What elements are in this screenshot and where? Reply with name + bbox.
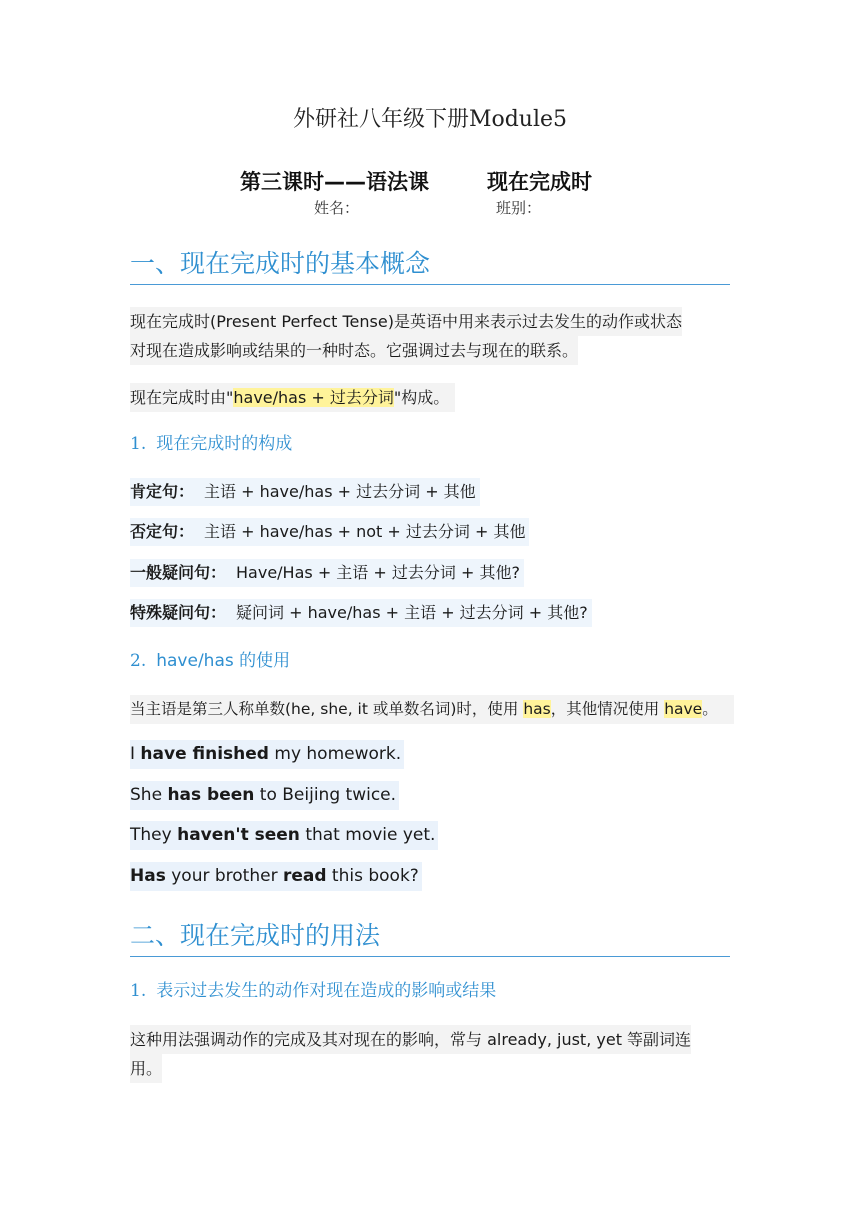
section1-heading: 一、现在完成时的基本概念 <box>130 249 431 278</box>
have-has-rule: 当主语是第三人称单数(he, she, it 或单数名词)时，使用 has，其他情况使用 have。 <box>130 695 734 724</box>
class-field-label: 班别： <box>496 199 542 217</box>
structure-wh-question: 特殊疑问句： 疑问词 + have/has + 主语 + 过去分词 + 其他? <box>130 599 592 627</box>
section2-divider <box>130 956 730 957</box>
section2-heading: 二、现在完成时的用法 <box>130 921 381 950</box>
formation-sentence: 现在完成时由"have/has + 过去分词"构成。 <box>130 383 455 412</box>
document-title: 外研社八年级下册Module5 <box>292 107 568 132</box>
intro-line-2: 对现在造成影响或结果的一种时态。它强调过去与现在的联系。 <box>130 336 578 365</box>
example-sentence-1: I have finished my homework. <box>130 740 404 769</box>
structure-negative: 否定句： 主语 + have/has + not + 过去分词 + 其他 <box>130 518 529 546</box>
section1-divider <box>130 284 730 285</box>
have-highlight: have <box>664 700 703 718</box>
intro-line-1: 现在完成时(Present Perfect Tense)是英语中用来表示过去发生的动作或状态 <box>130 307 682 336</box>
subheading-usage-1: 1. 表示过去发生的动作对现在造成的影响或结果 <box>130 981 497 1001</box>
structure-yes-no-question: 一般疑问句： Have/Has + 主语 + 过去分词 + 其他? <box>130 559 524 587</box>
structure-affirmative: 肯定句： 主语 + have/has + 过去分词 + 其他 <box>130 478 480 506</box>
name-field-label: 姓名： <box>314 199 360 217</box>
subheading-structure: 1. 现在完成时的构成 <box>130 434 293 454</box>
example-sentence-3: They haven't seen that movie yet. <box>130 821 438 850</box>
example-sentence-4: Has your brother read this book? <box>130 862 422 891</box>
section1-intro <box>130 307 685 365</box>
example-sentence-2: She has been to Beijing twice. <box>130 781 399 810</box>
usage-1-paragraph <box>130 1025 694 1083</box>
lesson-heading <box>240 167 592 197</box>
formation-highlight: have/has + 过去分词 <box>233 388 394 407</box>
has-highlight: has <box>523 700 551 718</box>
lesson-topic: 现在完成时 <box>487 170 592 194</box>
subheading-have-has: 2. have/has 的使用 <box>130 651 291 671</box>
usage-1-line-2: 用。 <box>130 1054 162 1083</box>
lesson-type: 第三课时——语法课 <box>240 170 429 194</box>
usage-1-line-1: 这种用法强调动作的完成及其对现在的影响，常与 already, just, yet 等副词连 <box>130 1025 691 1054</box>
